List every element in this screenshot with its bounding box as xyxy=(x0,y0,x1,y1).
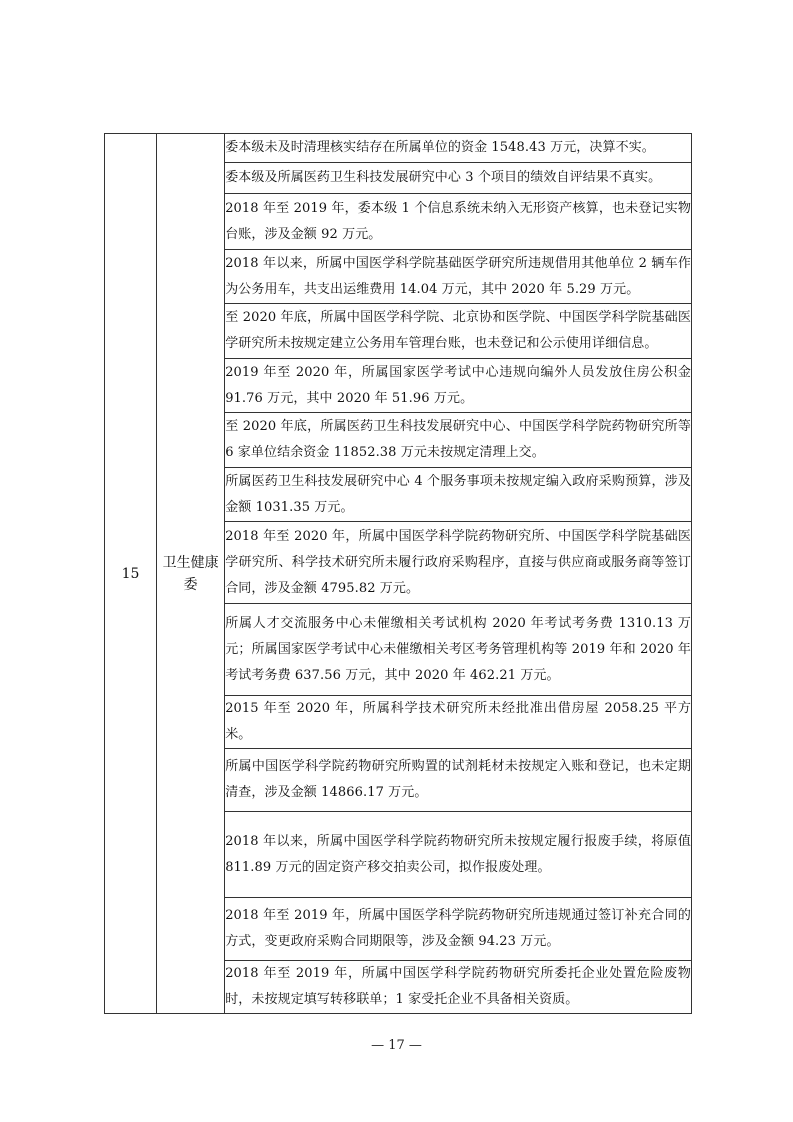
issue-cell: 2018 年以来，所属中国医学科学院基础医学研究所违规借用其他单位 2 辆车作为公务用车，共支出运维费用 14.04 万元，其中 2020 年 5.29 万元。 xyxy=(225,250,692,304)
audit-findings-table xyxy=(104,133,692,1014)
issue-cell: 至 2020 年底，所属医药卫生科技发展研究中心、中国医学科学院药物研究所等 6 家单位结余资金 11852.38 万元未按规定清理上交。 xyxy=(225,413,692,468)
issue-cell: 2018 年至 2019 年，委本级 1 个信息系统未纳入无形资产核算，也未登记实物台账，涉及金额 92 万元。 xyxy=(225,194,692,250)
issue-cell: 委本级及所属医药卫生科技发展研究中心 3 个项目的绩效自评结果不真实。 xyxy=(225,163,692,194)
issue-cell: 2018 年至 2019 年，所属中国医学科学院药物研究所违规通过签订补充合同的方式，变更政府采购合同期限等，涉及金额 94.23 万元。 xyxy=(225,898,692,961)
issue-cell: 所属人才交流服务中心未催缴相关考试机构 2020 年考试考务费 1310.13 万元；所属国家医学考试中心未催缴相关考区考务管理机构等 2019 年和 2020 年考试考务费 637.56 万元，其中 2020 年 462.21 万元。 xyxy=(225,604,692,696)
issue-cell: 至 2020 年底，所属中国医学科学院、北京协和医学院、中国医学科学院基础医学研究所未按规定建立公务用车管理台账，也未登记和公示使用详细信息。 xyxy=(225,304,692,359)
department-name-line2: 委 xyxy=(183,576,198,593)
page-number: — 17 — xyxy=(371,1038,422,1053)
issue-cell: 2018 年以来，所属中国医学科学院药物研究所未按规定履行报废手续，将原值 811.89 万元的固定资产移交拍卖公司，拟作报废处理。 xyxy=(225,812,692,898)
issue-cell: 2018 年至 2019 年，所属中国医学科学院药物研究所委托企业处置危险废物时，未按规定填写转移联单；1 家受托企业不具备相关资质。 xyxy=(225,961,692,1014)
department-cell xyxy=(157,134,225,1014)
department-name-line1: 卫生健康 xyxy=(162,554,219,571)
issue-cell: 所属医药卫生科技发展研究中心 4 个服务事项未按规定编入政府采购预算，涉及金额 1031.35 万元。 xyxy=(225,468,692,522)
issue-cell: 委本级未及时清理核实结存在所属单位的资金 1548.43 万元，决算不实。 xyxy=(225,134,692,163)
row-number: 15 xyxy=(121,565,140,582)
row-number-cell xyxy=(105,134,157,1014)
issue-cell: 2018 年至 2020 年，所属中国医学科学院药物研究所、中国医学科学院基础医学研究所、科学技术研究所未履行政府采购程序，直接与供应商或服务商等签订合同，涉及金额 4795.82 万元。 xyxy=(225,522,692,604)
issue-cell: 所属中国医学科学院药物研究所购置的试剂耗材未按规定入账和登记，也未定期清查，涉及金额 14866.17 万元。 xyxy=(225,749,692,812)
issue-cell: 2015 年至 2020 年，所属科学技术研究所未经批准出借房屋 2058.25 平方米。 xyxy=(225,696,692,749)
table-row xyxy=(105,134,692,163)
issue-cell: 2019 年至 2020 年，所属国家医学考试中心违规向编外人员发放住房公积金 91.76 万元，其中 2020 年 51.96 万元。 xyxy=(225,359,692,413)
